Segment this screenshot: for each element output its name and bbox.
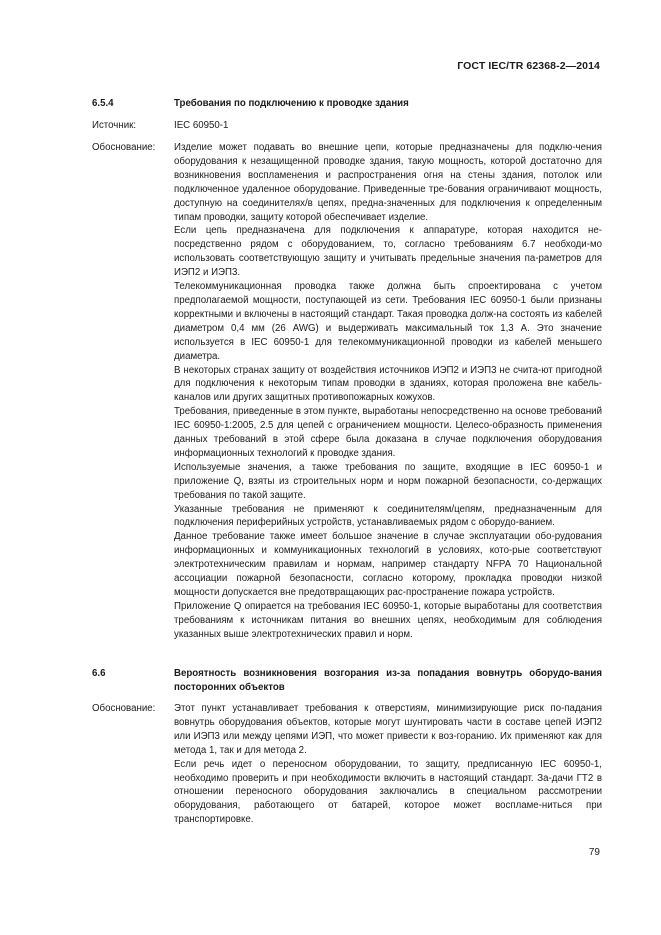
paragraph: Приложение Q опирается на требования IEC 60950-1, которые выработаны для соответствия требованиям к источникам питания во внешних цепях, необходимым для соблюдения указанных выше электротехнических правил и норм.	[174, 600, 602, 640]
paragraph: Этот пункт устанавливает требования к отверстиям, минимизирующие риск по-падания вовнутрь оборудования объектов, которые могут шунтировать части в составе цепей ИЭП2 или ИЭП3 или между цепями ИЭП, что может привести к воз-горанию. Их применяют как для метода 1, так и для метода 2.	[174, 703, 602, 756]
paragraph: Требования, приведенные в этом пункте, выработаны непосредственно на основе требований IEC 60950-1:2005, 2.5 для цепей с ограничением мощности. Целесо-образность применения данных требований в этой сфере была доказана в случае подключения оборудования информационных технологий к проводке здания.	[174, 406, 602, 459]
page-number: 79	[588, 847, 600, 858]
paragraph: Телекоммуникационная проводка также должна быть спроектирована с учетом предполагаемой мощности, поступающей из сети. Требования IEC 60950-1 были признаны корректными и включены в настоящий стандарт. Такая проводка долж-на состоять из кабелей диаметром 0,4 мм (26 AWG) и выдерживать максимальный ток 1,3 А. Это значение используется в IEC 60950-1 для телекоммуникационной проводки из кабелей меньшего диаметра.	[174, 281, 602, 362]
paragraph: Изделие может подавать во внешние цепи, которые предназначены для подклю-чения оборудования к незащищенной проводке здания, такую мощность, которой достаточно для возникновения воспламенения и распространения огня на стены здания, потолок или подключенное удаленное оборудование. Приведенные тре-бования ограничивают мощность, доступную на соединителях/в цепях, предна-значенных для подключения к определенным типам проводки, защиту которой обеспечивает изделие.	[174, 142, 602, 223]
rationale-label: Обоснование:	[92, 703, 156, 714]
source-value: IEC 60950-1	[174, 120, 229, 131]
source-label: Источник:	[92, 120, 137, 131]
rationale-text	[174, 702, 602, 827]
paragraph: Указанные требования не применяют к соединителям/цепям, предназначенным для подключения периферийных устройств, устанавливаемых рядом с оборудо-ванием.	[174, 503, 602, 529]
paragraph: Используемые значения, а также требования по защите, входящие в IEC 60950-1 и приложение Q, взяты из строительных норм и норм пожарной безопасности, со-держащих требования по такой защите.	[174, 461, 602, 501]
paragraph: Данное требование также имеет большое значение в случае эксплуатации обо-рудования информационных и коммуникационных технологий в условиях, кото-рые соответствуют электротехническим правилам и нормам, например стандарту NFPA 70 Национальной ассоциации пожарной безопасности, согласно которому, прокладка проводки низкой мощности допускается вне предотвращающих рас-пространение пожара устройств.	[174, 531, 602, 598]
section-number: 6.5.4	[92, 98, 114, 109]
section-title: Требования по подключению к проводке здания	[174, 98, 409, 109]
section-number: 6.6	[92, 668, 106, 679]
paragraph: Если речь идет о переносном оборудовании, то защиту, предписанную IEC 60950-1, необходимо проверить и при необходимости включить в настоящий стандарт. За-дачи ГТ2 в отношении переносного оборудования заключались в специальном рассмотрении оборудования, работающего от батарей, которое может воспламе-ниться при транспортировке.	[174, 758, 602, 826]
rationale-text	[174, 141, 602, 642]
rationale-label: Обоснование:	[92, 142, 156, 153]
paragraph: Если цепь предназначена для подключения к аппаратуре, которая находится не-посредственно рядом с оборудованием, то, согласно требованиям 6.7 необходи-мо использовать соответствующую защиту и учитывать предельные значения па-раметров для ИЭП2 и ИЭП3.	[174, 225, 602, 279]
paragraph: В некоторых странах защиту от воздействия источников ИЭП2 и ИЭП3 не счита-ют пригодной для подключения к некоторым типам проводки в зданиях, которая проложена вне кабель-каналов или других защитных противопожарных кожухов.	[174, 364, 602, 404]
standard-header: ГОСТ IEC/TR 62368-2—2014	[457, 60, 600, 72]
section-title: Вероятность возникновения возгорания из-за попадания вовнутрь оборудо-вания посторонних объектов	[174, 668, 602, 693]
